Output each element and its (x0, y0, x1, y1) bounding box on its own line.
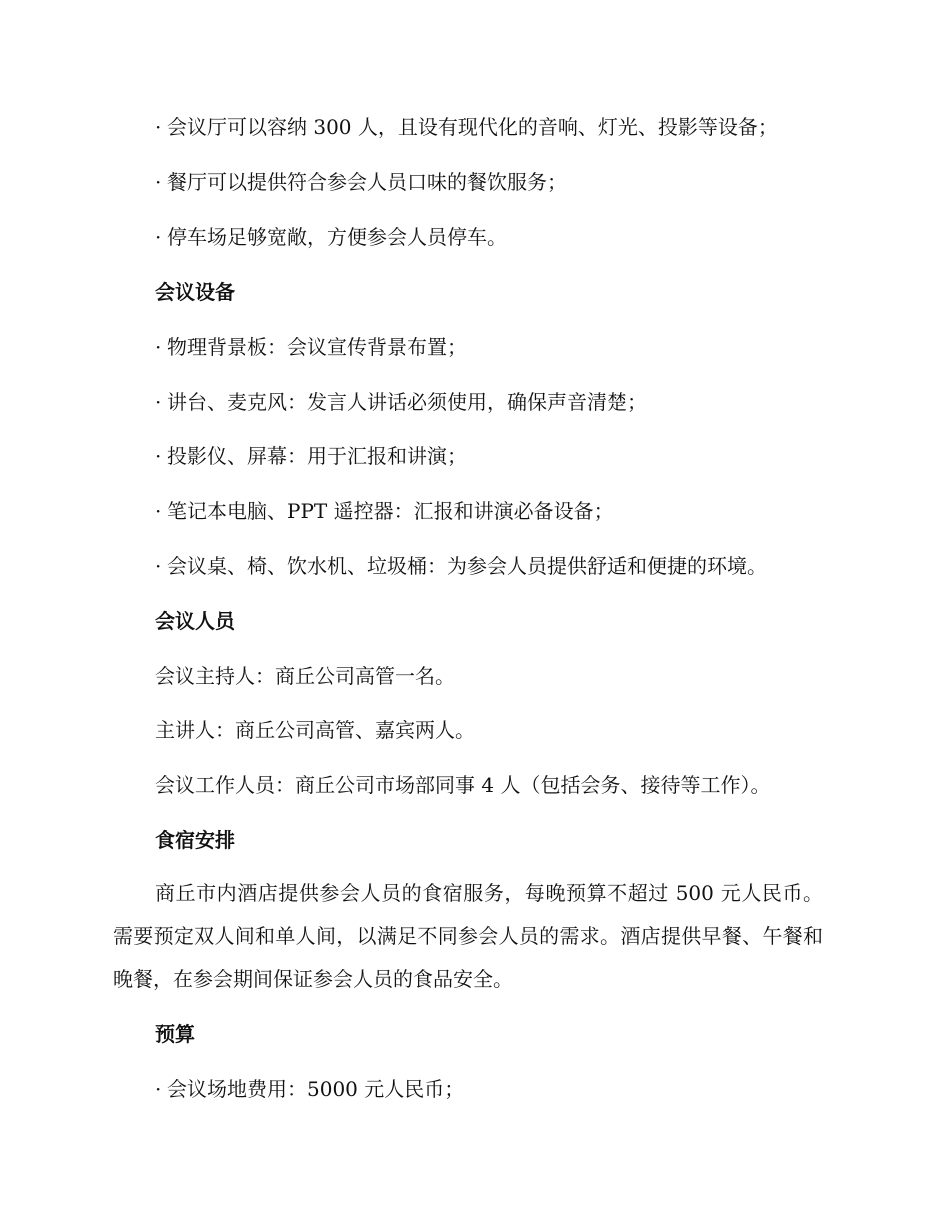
bullet-mark: · (155, 335, 162, 359)
equipment-item (155, 333, 467, 361)
bullet-mark: · (155, 170, 162, 194)
equipment-item-text: 投影仪、屏幕：用于汇报和讲演； (167, 444, 467, 468)
lodging-heading: 食宿安排 (155, 828, 235, 852)
personnel-heading: 会议人员 (155, 609, 235, 633)
equipment-item-text: 物理背景板：会议宣传背景布置； (167, 335, 467, 359)
bullet-mark: · (155, 115, 162, 139)
venue-item (155, 223, 507, 251)
equipment-item (155, 552, 767, 580)
lodging-paragraph: 商丘市内酒店提供参会人员的食宿服务，每晚预算不超过 500 元人民币。需要预定双人间和单人间，以满足不同参会人员的需求。酒店提供早餐、午餐和晚餐，在参会期间保证参会人员的食品安全。 (113, 881, 823, 991)
equipment-heading: 会议设备 (155, 280, 235, 304)
bullet-mark: · (155, 499, 162, 523)
personnel-line: 会议主持人：商丘公司高管一名。 (155, 664, 455, 688)
bullet-mark: · (155, 554, 162, 578)
budget-item-text: 会议场地费用：5000 元人民币； (167, 1077, 465, 1101)
bullet-mark: · (155, 225, 162, 249)
bullet-mark: · (155, 444, 162, 468)
venue-item-text: 停车场足够宽敞，方便参会人员停车。 (167, 225, 507, 249)
venue-item-text: 会议厅可以容纳 300 人，且设有现代化的音响、灯光、投影等设备； (167, 115, 778, 139)
budget-item (155, 1075, 464, 1103)
equipment-item-text: 笔记本电脑、PPT 遥控器：汇报和讲演必备设备； (167, 499, 614, 523)
venue-item (155, 168, 567, 196)
venue-item-text: 餐厅可以提供符合参会人员口味的餐饮服务； (167, 170, 567, 194)
equipment-item-text: 会议桌、椅、饮水机、垃圾桶：为参会人员提供舒适和便捷的环境。 (167, 554, 767, 578)
personnel-line: 会议工作人员：商丘公司市场部同事 4 人（包括会务、接待等工作）。 (155, 773, 771, 797)
budget-heading: 预算 (155, 1022, 195, 1046)
equipment-item-text: 讲台、麦克风：发言人讲话必须使用，确保声音清楚； (167, 390, 647, 414)
bullet-mark: · (155, 1077, 162, 1101)
personnel-line: 主讲人：商丘公司高管、嘉宾两人。 (155, 718, 475, 742)
venue-item (155, 113, 778, 141)
equipment-item (155, 497, 614, 525)
equipment-item (155, 442, 467, 470)
bullet-mark: · (155, 390, 162, 414)
equipment-item (155, 388, 647, 416)
